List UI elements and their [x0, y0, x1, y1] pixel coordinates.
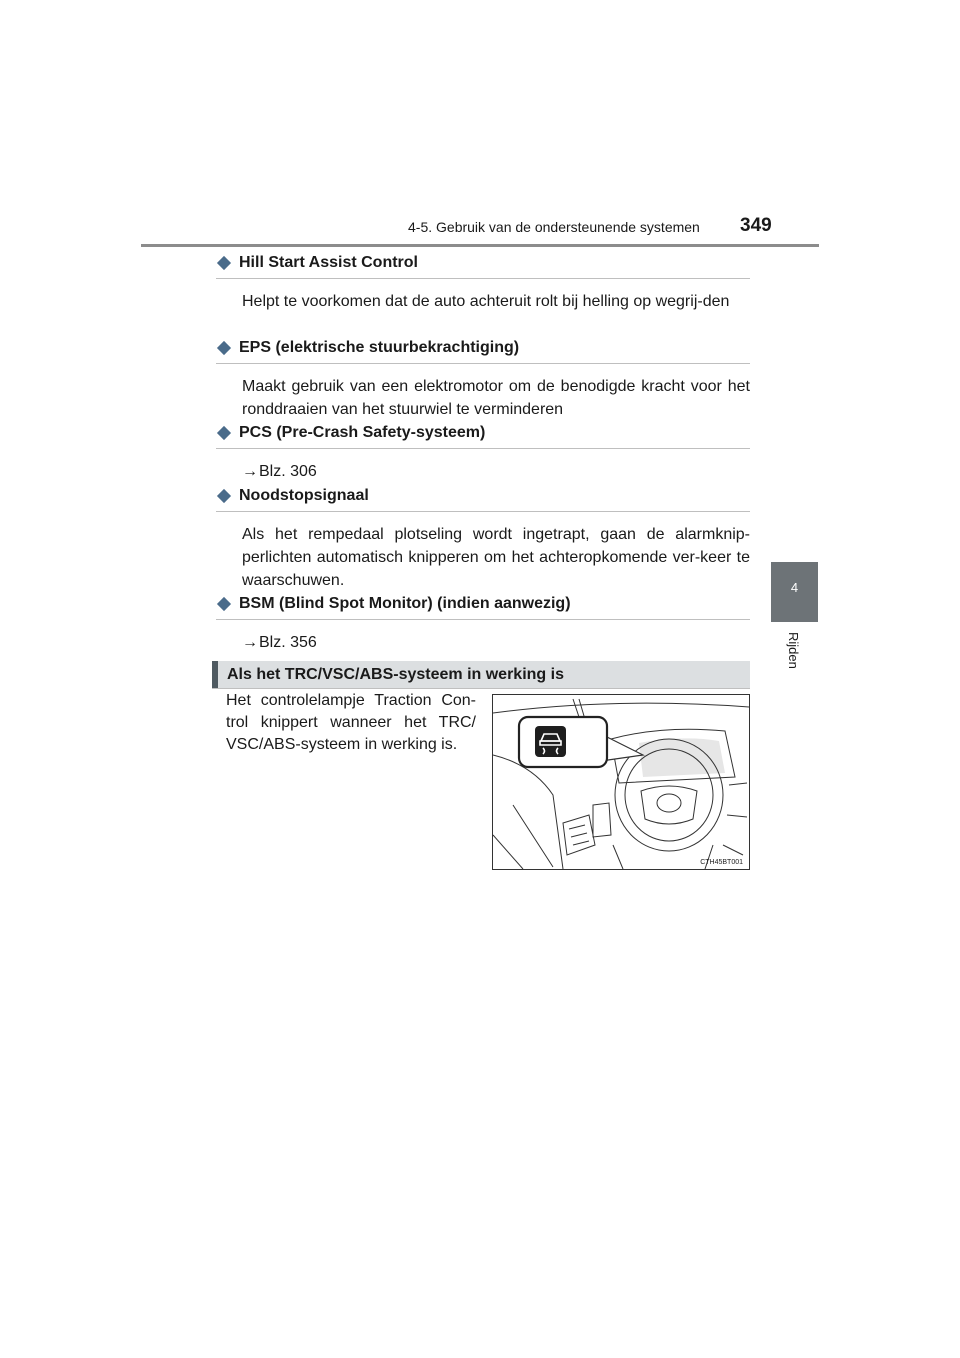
- chapter-number: 4: [790, 580, 799, 595]
- diamond-bullet-icon: [217, 489, 231, 503]
- banner-title: Als het TRC/VSC/ABS-systeem in werking is: [227, 666, 564, 683]
- section-banner: [212, 661, 750, 688]
- diamond-bullet-icon: [217, 341, 231, 355]
- section-bsm: [216, 593, 750, 654]
- banner-rule: [212, 688, 750, 689]
- section-title: Hill Start Assist Control: [216, 252, 750, 279]
- section-title: EPS (elektrische stuurbekrachtiging): [216, 337, 750, 364]
- page-reference-link[interactable]: Blz. 306: [259, 463, 317, 480]
- diamond-bullet-icon: [217, 426, 231, 440]
- dashboard-illustration: [492, 694, 750, 870]
- page-number: 349: [740, 215, 772, 236]
- header-section-title: 4-5. Gebruik van de ondersteunende systemen: [408, 219, 700, 235]
- arrow-icon: →: [242, 463, 258, 480]
- section-body: Helpt te voorkomen dat de auto achteruit rolt bij helling op wegrij-den: [242, 293, 730, 310]
- section-body: Als het rempedaal plotseling wordt ingetrapt, gaan de alarmknip-perlichten automatisch knipperen om het achteropkomende ver-keer te waarschuwen.: [242, 526, 750, 589]
- section-body: [242, 460, 750, 483]
- section-hill-start-assist: [216, 252, 750, 313]
- chapter-label: Rijden: [786, 632, 801, 669]
- section-title: PCS (Pre-Crash Safety-systeem): [216, 422, 750, 449]
- chapter-tab: [771, 562, 818, 622]
- header-rule: [141, 244, 819, 247]
- section-pcs: [216, 422, 750, 483]
- section-body: Maakt gebruik van een elektromotor om de benodigde kracht voor het ronddraaien van het stuurwiel te verminderen: [242, 378, 750, 418]
- section-title: BSM (Blind Spot Monitor) (indien aanwezig): [216, 593, 750, 620]
- diamond-bullet-icon: [217, 256, 231, 270]
- traction-control-note: Het controlelampje Traction Con-trol knippert wanneer het TRC/ VSC/ABS-systeem in werking is.: [226, 692, 476, 753]
- section-title: Noodstopsignaal: [216, 485, 750, 512]
- arrow-icon: →: [242, 634, 258, 651]
- section-eps: [216, 337, 750, 421]
- section-body: [242, 631, 750, 654]
- figure-code: CTH45BT001: [700, 859, 743, 866]
- dashboard-drawing: [493, 695, 749, 869]
- section-emergency-stop-signal: [216, 485, 750, 592]
- page-reference-link[interactable]: Blz. 356: [259, 634, 317, 651]
- diamond-bullet-icon: [217, 597, 231, 611]
